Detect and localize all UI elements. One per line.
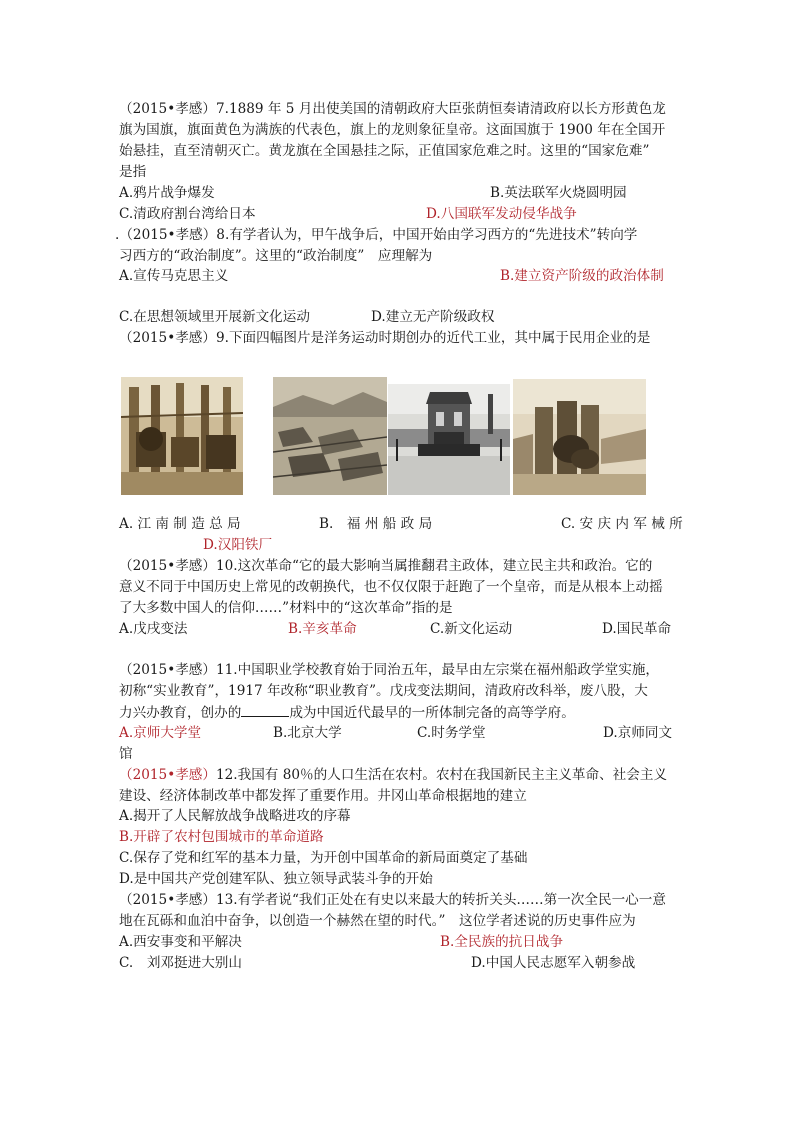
- q7-line-3: 始悬挂，直至清朝灭亡。黄龙旗在全国悬挂之际，正值国家危难之时。这里的“国家危难”: [119, 143, 650, 159]
- q8-line-2: 习西方的“政治制度”。这里的“政治制度” 应理解为: [119, 248, 433, 264]
- q9-option-a: A. 江 南 制 造 总 局: [119, 516, 241, 532]
- q11-option-d-wrap: 馆: [119, 746, 133, 762]
- photo-hanyang-iron-works: [513, 379, 646, 495]
- q12-source: （2015•孝感）: [119, 767, 216, 783]
- q13-line-1: （2015•孝感）13.有学者说“我们正处在有史以来最大的转折关头……第一次全民一心一意: [119, 892, 666, 908]
- q12-option-c: C.保存了党和红军的基本力量，为开创中国革命的新局面奠定了基础: [119, 850, 528, 866]
- q10-line-3: 了大多数中国人的信仰……”材料中的“这次革命”指的是: [119, 600, 453, 616]
- q8-line-1: .（2015•孝感）8.有学者认为，甲午战争后，中国开始由学习西方的“先进技术”转向学: [115, 227, 638, 243]
- q8-option-c: C.在思想领域里开展新文化运动: [119, 309, 310, 325]
- q7-line-2: 旗为国旗，旗面黄色为满族的代表色，旗上的龙则象征皇帝。这面国旗于 1900 年在全国开: [119, 122, 666, 138]
- q8-option-a: A.宣传马克思主义: [119, 268, 229, 284]
- q11-option-b: B.北京大学: [273, 725, 342, 741]
- q8-option-d: D.建立无产阶级政权: [371, 309, 495, 325]
- q9-option-d-answer: D.汉阳铁厂: [203, 537, 273, 553]
- q7-option-a: A.鸦片战争爆发: [119, 185, 215, 201]
- q13-option-c: C. 刘邓挺进大别山: [119, 955, 242, 971]
- q12-line-2: 建设、经济体制改革中都发挥了重要作用。井冈山革命根据地的建立: [119, 788, 527, 804]
- q10-option-a: A.戊戌变法: [119, 621, 188, 637]
- q7-option-c: C.清政府割台湾给日本: [119, 206, 256, 222]
- q7-option-d-answer: D.八国联军发动侵华战争: [426, 206, 577, 222]
- q10-line-2: 意义不同于中国历史上常见的改朝换代，也不仅仅限于赶跑了一个皇帝，而是从根本上动摇: [119, 579, 663, 595]
- q12-option-d: D.是中国共产党创建军队、独立领导武装斗争的开始: [119, 871, 433, 887]
- q12-line-1: [119, 765, 679, 786]
- q10-line-1: （2015•孝感）10.这次革命“它的最大影响当属推翻君主政体，建立民主共和政治。它的: [119, 558, 653, 574]
- q12-option-b-answer: B.开辟了农村包围城市的革命道路: [119, 829, 324, 845]
- q10-option-d: D.国民革命: [602, 621, 672, 637]
- q13-option-a: A.西安事变和平解决: [119, 934, 242, 950]
- q7-line-4: 是指: [119, 164, 147, 180]
- q12-option-a: A.揭开了人民解放战争战略进攻的序幕: [119, 808, 351, 824]
- q7-option-b: B.英法联军火烧圆明园: [490, 185, 627, 201]
- photo-anqing-arsenal: [388, 384, 510, 495]
- q12-line-1-text: 12.我国有 80％的人口生活在农村。农村在我国新民主主义革命、社会主义: [216, 767, 668, 783]
- q13-option-d: D.中国人民志愿军入朝参战: [471, 955, 636, 971]
- q11-line-2: 初称“实业教育”，1917 年改称“职业教育”。戊戌变法期间，清政府改科举，废八股，大: [119, 683, 648, 699]
- q9-option-c: C. 安 庆 内 军 械 所: [561, 516, 683, 532]
- q11-option-d: D.京师同文: [603, 725, 673, 741]
- q10-option-c: C.新文化运动: [430, 621, 513, 637]
- q9-option-b: B. 福 州 船 政 局: [319, 516, 433, 532]
- q7-line-1: （2015•孝感）7.1889 年 5 月出使美国的清朝政府大臣张荫恒奏请清政府以长方形黄色龙: [119, 101, 666, 117]
- q13-line-2: 地在瓦砾和血泊中奋争，以创造一个赫然在望的时代。” 这位学者述说的历史事件应为: [119, 913, 636, 929]
- q11-line-3-after-blank: 成为中国近代最早的一所体制完备的高等学府。: [289, 705, 575, 721]
- q11-line-3: [119, 702, 679, 724]
- q10-option-b-answer: B.辛亥革命: [288, 621, 357, 637]
- q11-blank: [241, 702, 289, 717]
- q11-option-c: C.时务学堂: [417, 725, 486, 741]
- photo-fuzhou-shipyard: [273, 377, 387, 495]
- q11-line-1: （2015•孝感）11.中国职业学校教育始于同治五年，最早由左宗棠在福州船政学堂实施，: [119, 662, 660, 678]
- q11-line-3-before-blank: 力兴办教育，创办的: [119, 705, 242, 721]
- q9-line-1: （2015•孝感）9.下面四幅图片是洋务运动时期创办的近代工业，其中属于民用企业的是: [119, 330, 651, 346]
- q11-option-a-answer: A.京师大学堂: [119, 725, 202, 741]
- q8-option-b-answer: B.建立资产阶级的政治体制: [500, 268, 664, 284]
- q13-option-b-answer: B.全民族的抗日战争: [440, 934, 564, 950]
- photo-jiangnan-arsenal: [121, 377, 243, 495]
